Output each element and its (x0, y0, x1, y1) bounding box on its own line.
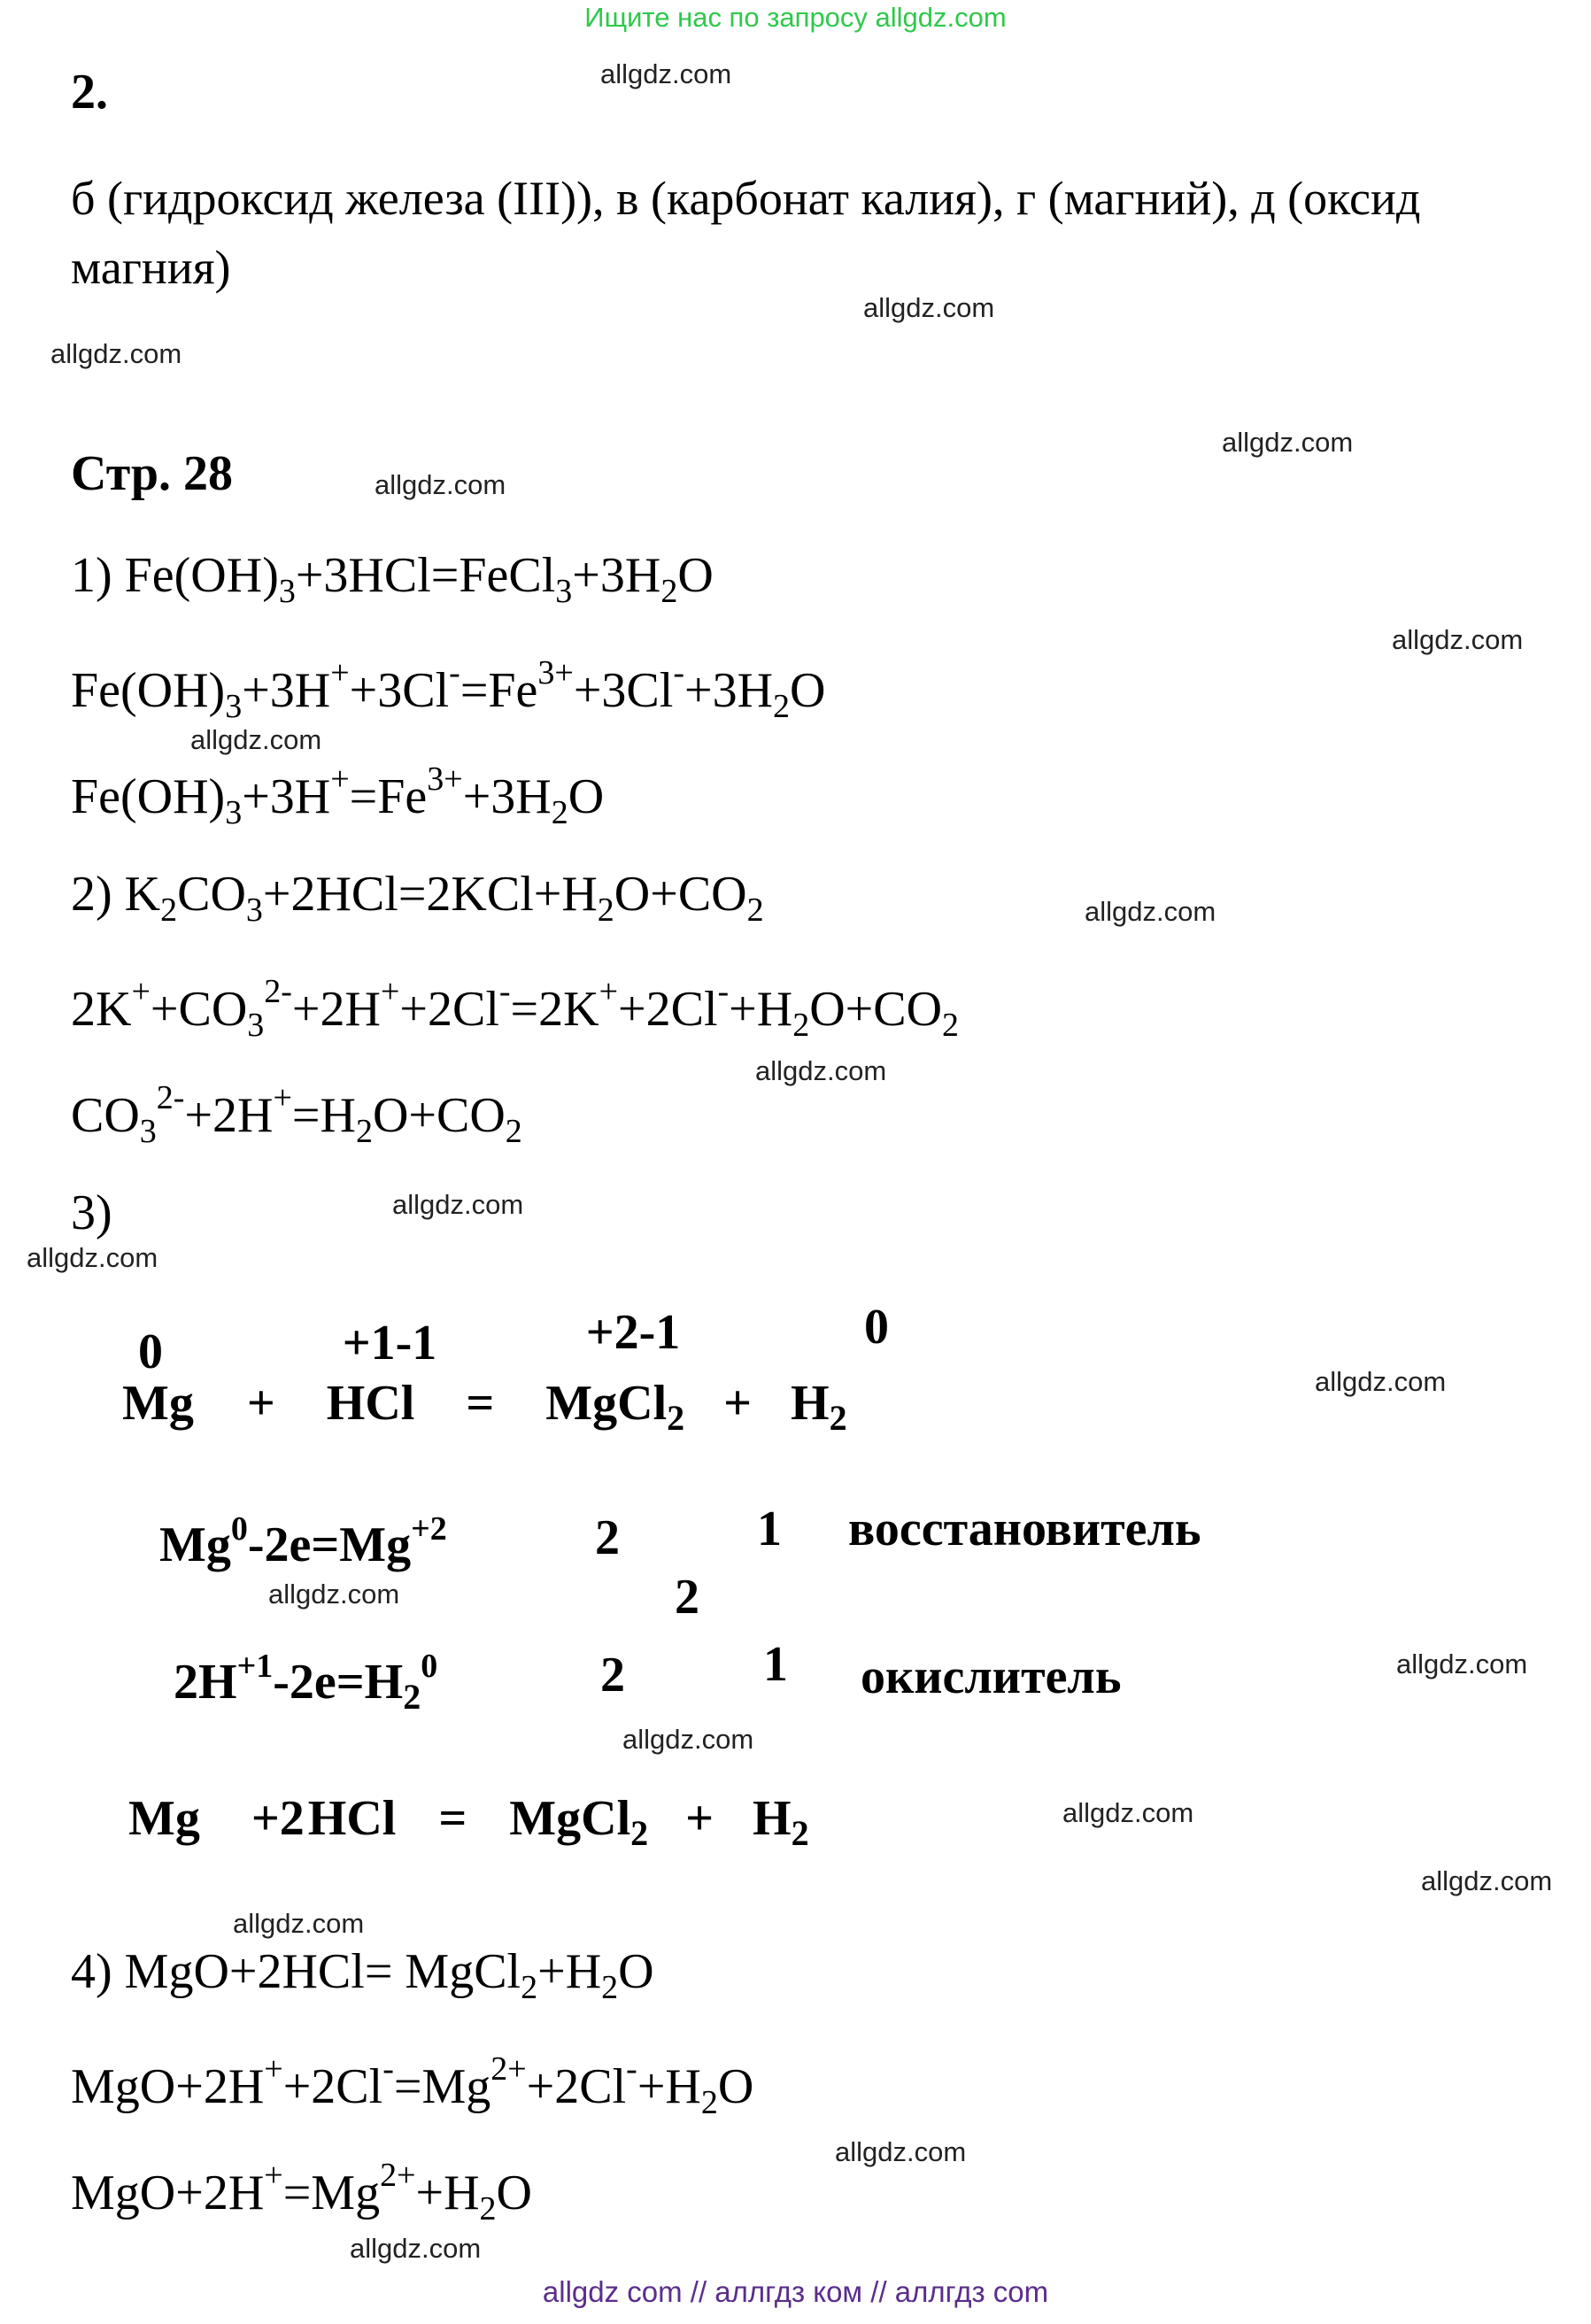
watermark: allgdz.com (1085, 896, 1216, 927)
watermark: allgdz.com (27, 1242, 158, 1273)
eq2-short-ionic: $CO_3^{2-}+2H^+=H_2O+CO_2$ (71, 1079, 522, 1150)
bottom-banner[interactable]: allgdz com // аллгдз ком // аллгдз com (542, 2275, 1049, 2308)
watermark: allgdz.com (1315, 1366, 1447, 1397)
eq1-molecular: 1) $Fe(OH)_3+3HCl=FeCl_3+3H_2O$ (71, 548, 714, 610)
eq-label: 1) (71, 548, 125, 603)
watermark: allgdz.com (190, 724, 322, 755)
balance-row-1: $Mg^0-2e=Mg^{+2}$ (159, 1510, 447, 1572)
eq3-label: 3) (71, 1185, 112, 1240)
watermark: allgdz.com (50, 338, 182, 369)
eq1-short-ionic: $Fe(OH)_3+3H^+=Fe^{3+}+3H_2O$ (71, 761, 605, 831)
watermark: allgdz.com (1396, 1648, 1528, 1679)
ox-state-hcl: +1-1 (342, 1316, 437, 1370)
watermark: allgdz.com (1222, 427, 1354, 458)
balance-electrons-2: 2 (600, 1648, 625, 1702)
eq4-molecular: 4) $MgO+2HCl= MgCl_2+H_2O$ (71, 1944, 654, 2006)
reducer-label: восстановитель (848, 1502, 1201, 1556)
watermark: allgdz.com (1392, 624, 1524, 655)
eq1-full-ionic: $Fe(OH)_3+3H^++3Cl^-=Fe^{3+}+3Cl^-+3H_2O$ (71, 654, 826, 725)
ox-state-mgcl2: +2-1 (585, 1305, 681, 1360)
watermark: allgdz.com (622, 1724, 754, 1755)
watermark: allgdz.com (835, 2136, 967, 2167)
eq4-short-ionic: $MgO+2H^+=Mg^{2+}+H_2O$ (71, 2157, 532, 2227)
top-banner[interactable]: Ищите нас по запросу allgdz.com (584, 2, 1007, 33)
eq-label: 4) (71, 1944, 125, 1999)
watermark: allgdz.com (600, 58, 732, 89)
eq2-full-ionic: $2K^++CO_3^{2-}+2H^++2Cl^-=2K^++2Cl^-+H_2O+CO_2$ (71, 973, 960, 1044)
balance-coef-2: 1 (763, 1637, 788, 1692)
balance-coef-1: 1 (757, 1502, 782, 1556)
ox-state-h2: 0 (864, 1300, 889, 1355)
balance-row-2: $2H^{+1}-2e=H_2^0$ (174, 1648, 438, 1717)
balanced-equation: Mg +2HCl = MgCl$_2$ + $H_2$ (128, 1791, 809, 1853)
page-heading: Стр. 28 (71, 446, 234, 501)
watermark: allgdz.com (350, 2233, 482, 2264)
oxidizer-label: окислитель (861, 1649, 1122, 1704)
watermark: allgdz.com (1062, 1797, 1194, 1828)
balance-lcm: 2 (675, 1570, 699, 1625)
watermark: allgdz.com (1421, 1865, 1553, 1896)
watermark: allgdz.com (375, 469, 506, 500)
redox-equation: Mg + HCl = MgCl$_2$ + $H_2$ (122, 1376, 847, 1438)
eq-label: 2) (71, 867, 125, 922)
watermark: allgdz.com (268, 1579, 400, 1610)
eq2-molecular: 2) $K_2CO_3+2HCl=2KCl+H_2O+CO_2$ (71, 867, 764, 929)
task2-answer: б (гидроксид железа (III)), в (карбонат калия), г (магний), д (оксид магния) (71, 172, 1421, 294)
ox-state-mg: 0 (138, 1324, 163, 1379)
balance-electrons-1: 2 (595, 1510, 620, 1565)
eq4-full-ionic: $MgO+2H^++2Cl^-=Mg^{2+}+2Cl^-+H_2O$ (71, 2050, 754, 2121)
watermark: allgdz.com (392, 1189, 524, 1220)
watermark: allgdz.com (233, 1908, 365, 1939)
watermark: allgdz.com (863, 292, 995, 323)
task-number: 2. (71, 65, 108, 120)
watermark: allgdz.com (755, 1055, 887, 1086)
